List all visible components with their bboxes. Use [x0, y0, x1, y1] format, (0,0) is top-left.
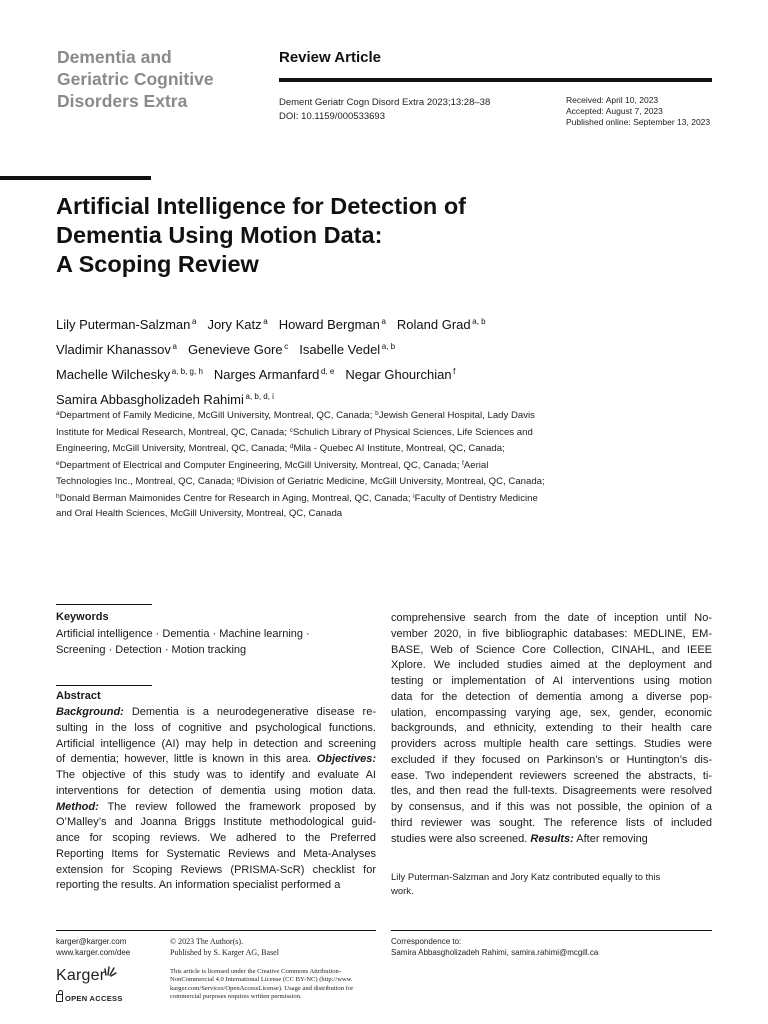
author-name: Isabelle Vedel $^{a, b}$: [299, 342, 396, 357]
affiliation-line: and Oral Health Sciences, McGill University, Montreal, QC, Canada: [56, 507, 343, 519]
abstract-line: Method: The review followed the framework proposed by: [56, 800, 376, 813]
affiliations: [56, 407, 656, 521]
citation: Dement Geriatr Cogn Disord Extra 2023;13:28–38: [279, 97, 491, 108]
abstract-line: The objective of this study was to identify and evaluate AI: [56, 769, 376, 781]
published-date: Published online: September 13, 2023: [566, 117, 711, 127]
open-lock-icon: [56, 994, 63, 1002]
abstract-line: backgrounds, and ethnicity, extending to their health care: [391, 722, 712, 735]
abstract-rule: [56, 685, 152, 686]
affiliation-line: $^e$Department of Electrical and Computer Engineering, McGill University, Montreal, QC, Canada; $^f$Aerial: [56, 459, 489, 471]
abstract-line: ance for scoping reviews. We adhered to the Preferred: [56, 832, 376, 844]
author-affiliation-marker: a, b, d, i: [243, 392, 274, 401]
license-text: This article is licensed under the Creative Commons Attribution- NonCommercial 4.0 International License (CC BY-NC) (http://www. karger.com/Services/OpenAccessLicense). Usage and distribution for commercial purposes requires written permission.: [170, 968, 354, 1001]
author-name: Samira Abbasgholizadeh Rahimi $^{a, b, d, i}$: [56, 392, 274, 407]
author-name: Machelle Wilchesky $^{a, b, g, h}$: [56, 367, 203, 382]
author-affiliation-marker: a: [190, 317, 197, 326]
abstract-line: vember 2020, in five bibliographic databases: MEDLINE, EM-: [391, 627, 712, 640]
abstract-section-label: Background:: [56, 706, 124, 718]
contribution-note: Lily Puterman-Salzman and Jory Katz contributed equally to this work.: [391, 872, 661, 897]
open-access-badge: OPEN ACCESS: [56, 994, 123, 1003]
article-type: Review Article: [279, 49, 381, 66]
publisher-contact: [56, 936, 130, 958]
author-name: Lily Puterman-Salzman $^a$: [56, 317, 197, 332]
affiliation-line: Institute for Medical Research, Montreal, QC, Canada; $^c$Schulich Library of Physical Sciences, Life Sciences and: [56, 426, 533, 438]
abstract-line: of dementia; however, little is known in this area. Objectives:: [56, 753, 376, 766]
author-list: [56, 311, 716, 411]
abstract-line: BASE, Web of Science Core Collection, CINAHL, and IEEE: [391, 643, 712, 656]
author-name: Jory Katz $^a$: [207, 317, 268, 332]
abstract-line: reporting the results. An information specialist performed a: [56, 879, 341, 892]
author-affiliation-marker: a: [170, 342, 177, 351]
abstract-line: sulting in the loss of cognitive and psychological functions.: [56, 721, 376, 734]
abstract-line: excluded if they focused on Parkinson’s or Huntington’s dis-: [391, 753, 712, 766]
footer-rule-right: [391, 930, 712, 931]
abstract-line: Xplore. We included studies aimed at the deployment and: [391, 659, 712, 672]
abstract-line: Background: Dementia is a neurodegenerative disease re-: [56, 706, 376, 718]
abstract-line: extension for Scoping Reviews (PRISMA-ScR) checklist for: [56, 863, 376, 876]
affiliation-line: $^a$Department of Family Medicine, McGill University, Montreal, QC, Canada; $^b$Jewish General Hospital, Lady Davis: [56, 410, 535, 421]
author-row: [56, 361, 716, 386]
journal-name: Dementia and Geriatric Cognitive Disorders Extra: [57, 47, 214, 111]
abstract-line: O’Malley’s and Joanna Briggs Institute methodological guid-: [56, 816, 376, 829]
author-name: Roland Grad $^{a, b}$: [396, 317, 486, 332]
affiliation-line: Engineering, McGill University, Montreal, QC, Canada; $^d$Mila - Quebec AI Institute, Montreal, QC, Canada;: [56, 443, 505, 455]
abstract-line: Reporting Items for Systematic Reviews and Meta-Analyses: [56, 847, 376, 860]
abstract-line: providers across multiple health care settings. Studies were: [391, 738, 712, 750]
karger-logo: Karger: [56, 967, 105, 985]
abstract-line: interventions for detection of dementia using motion data.: [56, 784, 376, 797]
abstract-line: by consensus, and if this was not possible, the opinion of a: [391, 801, 712, 813]
abstract-section-label: Objectives:: [316, 753, 376, 766]
author-affiliation-marker: a: [261, 317, 268, 326]
article-title: Artificial Intelligence for Detection of Dementia Using Motion Data: A Scoping Review: [56, 193, 466, 277]
header-rule: [279, 78, 712, 82]
author-row: [56, 336, 716, 361]
title-rule: [0, 176, 151, 180]
keywords-rule: [56, 604, 152, 605]
affiliation-line: Technologies Inc., Montreal, QC, Canada; $^g$Division of Geriatric Medicine, McGill University, Montreal, QC, Canada;: [56, 476, 545, 488]
abstract-line: tles, and then read the full-texts. Disagreements were resolved: [391, 785, 712, 798]
author-affiliation-marker: a, b: [380, 342, 396, 351]
abstract-line: comprehensive search from the date of inception until No-: [391, 612, 712, 624]
abstract-line: testing or implementation of AI interventions using motion: [391, 675, 712, 687]
abstract-right-column: [391, 611, 712, 847]
author-name: Negar Ghourchian $^f$: [345, 367, 456, 382]
keywords-list: Artificial intelligence · Dementia · Machine learning · Screening · Detection · Motion tracking: [56, 628, 310, 656]
author-name: Howard Bergman $^a$: [278, 317, 386, 332]
abstract-section-label: Results:: [530, 832, 574, 845]
doi[interactable]: DOI: 10.1159/000533693: [279, 111, 385, 122]
author-affiliation-marker: a, b: [470, 317, 486, 326]
abstract-left-column: [56, 705, 376, 894]
author-affiliation-marker: a, b, g, h: [170, 367, 203, 376]
abstract-section-label: Method:: [56, 800, 99, 813]
author-affiliation-marker: a: [379, 317, 386, 326]
abstract-line: Artificial intelligence (AI) may help in detection and screening: [56, 737, 376, 750]
footer-rule-left: [56, 930, 376, 931]
received-date: Received: April 10, 2023: [566, 95, 659, 105]
abstract-line: data for the detection of dementia among a diverse pop-: [391, 690, 712, 703]
publisher-web[interactable]: www.karger.com/dee: [56, 948, 131, 957]
author-affiliation-marker: d, e: [319, 367, 335, 376]
author-name: Vladimir Khanassov $^a$: [56, 342, 177, 357]
accepted-date: Accepted: August 7, 2023: [566, 106, 663, 116]
karger-logo-icon: [103, 964, 117, 978]
abstract-line: ease. Two independent reviewers screened the abstracts, ti-: [391, 769, 712, 782]
keywords-heading: Keywords: [56, 611, 109, 623]
correspondence: Correspondence to: Samira Abbasgholizadeh Rahimi, samira.rahimi@mcgill.ca: [391, 937, 599, 957]
publisher-email[interactable]: karger@karger.com: [56, 937, 127, 946]
copyright-block: © 2023 The Author(s). Published by S. Karger AG, Basel: [170, 937, 279, 957]
abstract-line: ulation, encompassing varying age, sex, gender, economic: [391, 706, 712, 719]
author-name: Narges Armanfard $^{d, e}$: [213, 367, 335, 382]
author-row: [56, 311, 716, 336]
author-name: Genevieve Gore $^c$: [187, 342, 289, 357]
author-affiliation-marker: c: [282, 342, 289, 351]
abstract-heading: Abstract: [56, 690, 101, 702]
abstract-line: studies were also screened. Results: After removing: [391, 832, 648, 845]
citation-block: [279, 96, 490, 124]
dates-block: [566, 95, 710, 128]
author-affiliation-marker: f: [451, 367, 456, 376]
affiliation-line: $^h$Donald Berman Maimonides Centre for Research in Aging, Montreal, QC, Canada; $^i$Faculty of Dentistry Medicine: [56, 492, 538, 504]
abstract-line: third reviewer was sought. The reference lists of included: [391, 816, 712, 829]
